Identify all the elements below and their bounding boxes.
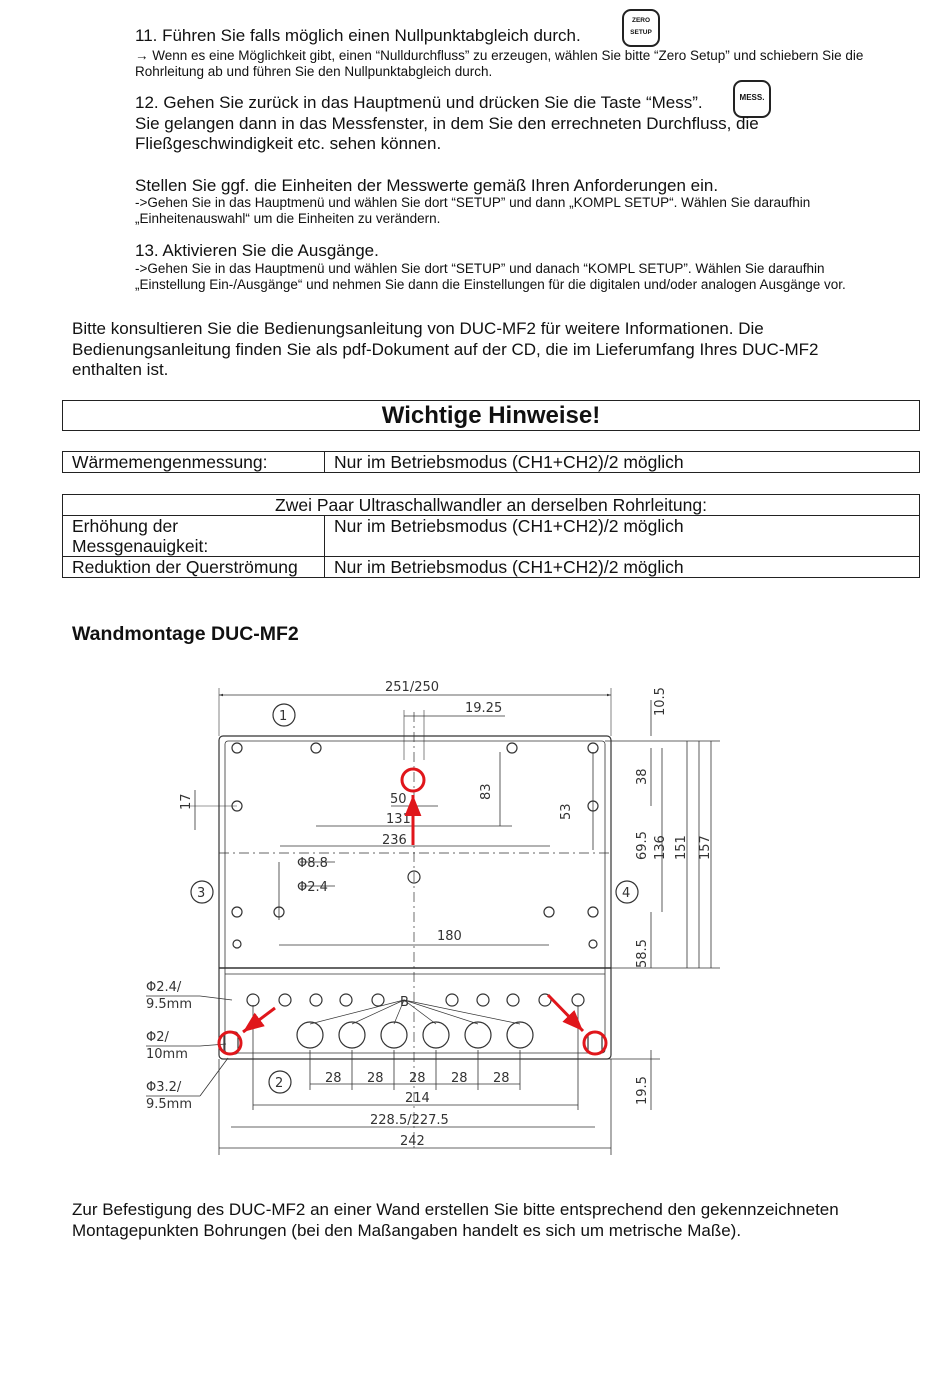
dim-83: 83 xyxy=(479,783,494,800)
right-dimensions xyxy=(605,741,720,1110)
dim-19-25: 19.25 xyxy=(465,701,503,716)
units-note-1: ->Gehen Sie in das Hauptmenü und wählen Sie dort “SETUP” und dann „KOMPL SETUP“. Wählen Sie daraufhin xyxy=(135,195,811,210)
dim-width-total: 251/250 xyxy=(385,680,440,695)
dim-28-c: 28 xyxy=(409,1071,426,1086)
section-title: Wandmontage DUC-MF2 xyxy=(72,623,299,645)
callout-2: 2 xyxy=(275,1076,284,1091)
table-value: Nur im Betriebsmodus (CH1+CH2)/2 möglich xyxy=(325,452,920,473)
arrow-left xyxy=(243,1008,275,1032)
mount-point-top-marker xyxy=(402,769,424,791)
step-12-line-2: Sie gelangen dann in das Messfenster, in dem Sie den errechneten Durchfluss, die xyxy=(135,114,759,133)
dim-69-5: 69.5 xyxy=(635,831,650,860)
hole-2-depth: 10mm xyxy=(146,1047,188,1062)
screw-holes-upper xyxy=(232,743,598,948)
step-13-note-2: „Einstellung Ein-/Ausgänge“ und nehmen Sie dann die Einstellungen für die digitalen und/oder analogen Ausgänge vor. xyxy=(135,277,846,292)
callout-4: 4 xyxy=(622,886,631,901)
cable-glands xyxy=(297,1022,533,1048)
manual-para-line-1: Bitte konsultieren Sie die Bedienungsanleitung von DUC-MF2 für weitere Informationen. Die xyxy=(72,319,764,338)
mounting-point-markers xyxy=(219,769,606,1054)
knockout-holes-small xyxy=(247,994,584,1006)
bottom-para-line-1: Zur Befestigung des DUC-MF2 an einer Wand erstellen Sie bitte entsprechend den gekennzeichneten xyxy=(72,1200,839,1219)
dim-28-a: 28 xyxy=(325,1071,342,1086)
enclosure-inner-outline xyxy=(225,741,605,1053)
mess-key-label: MESS. xyxy=(739,93,765,102)
units-line-1: Stellen Sie ggf. die Einheiten der Messwerte gemäß Ihren Anforderungen ein. xyxy=(135,176,719,195)
table-label-line-1: Erhöhung der xyxy=(72,516,179,536)
dim-phi-8-8: Φ8.8 xyxy=(297,856,328,871)
table-label-line-2: Messgenauigkeit: xyxy=(72,536,209,556)
important-notes-banner: Wichtige Hinweise! xyxy=(62,400,920,431)
table-header: Zwei Paar Ultraschallwandler an derselben Rohrleitung: xyxy=(63,495,920,516)
step-11-note-2: Rohrleitung ab und führen Sie den Nullpunktabgleich durch. xyxy=(135,64,493,79)
dim-19-5: 19.5 xyxy=(635,1076,650,1105)
bottom-para-line-2: Montagepunkten Bohrungen (bei den Maßangaben handelt es sich um metrische Maße). xyxy=(72,1221,742,1240)
dim-28-d: 28 xyxy=(451,1071,468,1086)
callout-1: 1 xyxy=(279,709,288,724)
table-label: Wärmemengenmessung: xyxy=(63,452,325,473)
dim-131: 131 xyxy=(386,812,411,827)
dim-136: 136 xyxy=(653,835,668,860)
step-13-note-1: ->Gehen Sie in das Hauptmenü und wählen Sie dort “SETUP” und danach “KOMPL SETUP”. Wählen Sie daraufhin xyxy=(135,261,825,276)
dim-58-5: 58.5 xyxy=(635,939,650,968)
mount-point-right-marker xyxy=(584,1032,606,1054)
step-13-line-1: 13. Aktivieren Sie die Ausgänge. xyxy=(135,241,379,260)
manual-para-line-2: Bedienungsanleitung finden Sie als pdf-Dokument auf der CD, die im Lieferumfang Ihres DUC-MF2 xyxy=(72,340,819,359)
hole-3-depth: 9.5mm xyxy=(146,1097,193,1112)
step-12-line-3: Fließgeschwindigkeit etc. sehen können. xyxy=(135,134,442,153)
dim-17: 17 xyxy=(179,793,194,810)
dim-53: 53 xyxy=(559,803,574,820)
dim-phi-2-4: Φ2.4 xyxy=(297,880,328,895)
dim-236: 236 xyxy=(382,833,407,848)
enclosure-outline xyxy=(219,736,611,1059)
units-note-2: „Einheitenauswahl“ um die Einheiten zu verändern. xyxy=(135,211,441,226)
table-label: Reduktion der Querströmung xyxy=(63,557,325,578)
dim-28-e: 28 xyxy=(493,1071,510,1086)
zero-key-label: ZERO xyxy=(631,17,651,24)
dim-10-5: 10.5 xyxy=(653,687,668,716)
dim-180: 180 xyxy=(437,929,462,944)
hole-3-dia: Φ3.2/ xyxy=(146,1080,182,1095)
dim-228-5: 228.5/227.5 xyxy=(370,1113,449,1128)
dim-50: 50 xyxy=(390,792,407,807)
dim-151: 151 xyxy=(674,835,689,860)
manual-para-line-3: enthalten ist. xyxy=(72,360,169,379)
callout-3: 3 xyxy=(197,886,206,901)
dim-242: 242 xyxy=(400,1134,425,1149)
dim-28-b: 28 xyxy=(367,1071,384,1086)
dim-B: B xyxy=(400,995,409,1010)
hole-1-dia: Φ2.4/ xyxy=(146,980,182,995)
dim-214: 214 xyxy=(405,1091,430,1106)
hole-1-depth: 9.5mm xyxy=(146,997,193,1012)
step-11-title: 11. Führen Sie falls möglich einen Nullpunktabgleich durch. xyxy=(135,26,581,45)
table-value: Nur im Betriebsmodus (CH1+CH2)/2 möglich xyxy=(325,557,920,578)
dim-38: 38 xyxy=(635,768,650,785)
step-12-line-1: 12. Gehen Sie zurück in das Hauptmenü und drücken Sie die Taste “Mess”. xyxy=(135,93,703,112)
table-value: Nur im Betriebsmodus (CH1+CH2)/2 möglich xyxy=(325,516,920,557)
step-11-note-1: → Wenn es eine Möglichkeit gibt, einen “Nulldurchfluss” zu erzeugen, wählen Sie bitte “Zero Setup” und schiebern Sie die xyxy=(135,48,864,63)
setup-key-label: SETUP xyxy=(630,29,652,36)
dim-157: 157 xyxy=(698,835,713,860)
hole-2-dia: Φ2/ xyxy=(146,1030,169,1045)
